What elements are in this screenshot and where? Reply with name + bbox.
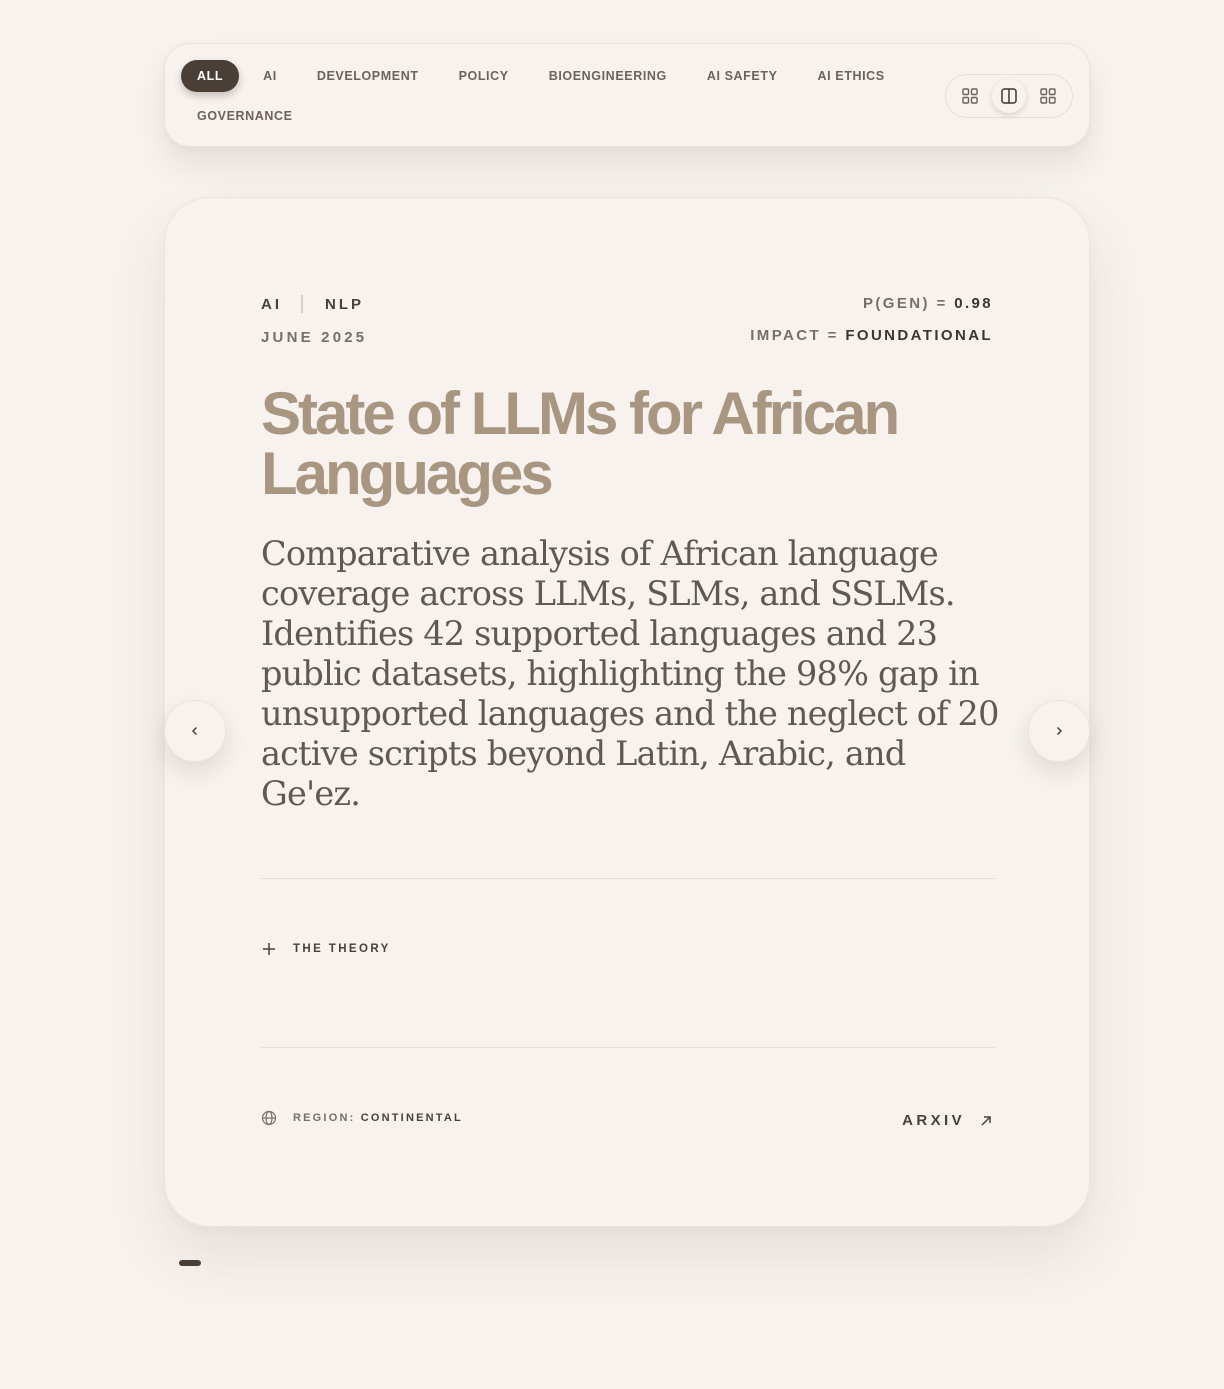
filter-bar xyxy=(164,43,1090,147)
card-meta-right xyxy=(750,295,993,345)
region-value: CONTINENTAL xyxy=(360,1112,463,1124)
filter-chip-ai[interactable]: AI xyxy=(263,69,277,83)
grid-icon xyxy=(1039,87,1057,105)
arxiv-link[interactable] xyxy=(902,1112,993,1129)
filter-chip-all[interactable]: ALL xyxy=(181,60,239,92)
paper-abstract: Comparative analysis of African language coverage across LLMs, SLMs, and SSLMs. Identifies 42 supported languages and 23 public datasets, highlighting the 98% gap in unsupported languages and the neglect of 20 active scripts beyond Latin, Arabic, and Ge'ez. xyxy=(261,534,999,813)
filter-list xyxy=(181,60,921,132)
pager-indicator-active[interactable] xyxy=(179,1260,201,1266)
impact-stat xyxy=(750,327,993,345)
arrow-up-right-icon xyxy=(979,1114,993,1128)
card-meta-left xyxy=(261,295,367,346)
tag-list xyxy=(261,295,367,313)
plus-icon xyxy=(261,941,277,957)
impact-label: IMPACT = xyxy=(750,327,846,344)
view-grid-alt-button[interactable] xyxy=(1031,79,1065,113)
chevron-right-icon xyxy=(1053,725,1065,737)
divider-top xyxy=(261,878,995,879)
chevron-left-icon xyxy=(189,725,201,737)
p-gen-value: 0.98 xyxy=(954,295,993,312)
region-info xyxy=(261,1110,463,1126)
region-label: REGION: xyxy=(293,1112,361,1124)
theory-label: THE THEORY xyxy=(293,943,391,955)
tag-separator xyxy=(301,295,303,313)
tag-ai: AI xyxy=(261,295,282,313)
next-button[interactable] xyxy=(1028,700,1090,762)
view-grid-button[interactable] xyxy=(953,79,987,113)
divider-bottom xyxy=(261,1047,995,1048)
filter-chip-governance[interactable]: GOVERNANCE xyxy=(197,109,293,123)
p-gen-stat xyxy=(750,295,993,313)
filter-chip-ai-safety[interactable]: AI SAFETY xyxy=(706,69,778,83)
view-columns-button[interactable] xyxy=(992,79,1026,113)
previous-button[interactable] xyxy=(164,700,226,762)
paper-card xyxy=(164,197,1090,1227)
tag-nlp: NLP xyxy=(325,295,364,313)
p-gen-label: P(GEN) = xyxy=(863,295,955,312)
arxiv-label: ARXIV xyxy=(902,1112,965,1129)
publication-date: JUNE 2025 xyxy=(261,329,368,346)
region-text xyxy=(293,1112,463,1124)
grid-icon xyxy=(961,87,979,105)
globe-icon xyxy=(261,1110,277,1126)
columns-icon xyxy=(1000,87,1018,105)
paper-title: State of LLMs for African Languages xyxy=(261,380,898,507)
filter-chip-policy[interactable]: POLICY xyxy=(458,69,509,83)
theory-toggle[interactable] xyxy=(261,941,391,957)
impact-value: FOUNDATIONAL xyxy=(845,327,993,344)
view-mode-switch xyxy=(945,74,1073,118)
filter-chip-development[interactable]: DEVELOPMENT xyxy=(316,69,419,83)
filter-chip-ai-ethics[interactable]: AI ETHICS xyxy=(817,69,885,83)
filter-chip-bioengineering[interactable]: BIOENGINEERING xyxy=(548,69,667,83)
